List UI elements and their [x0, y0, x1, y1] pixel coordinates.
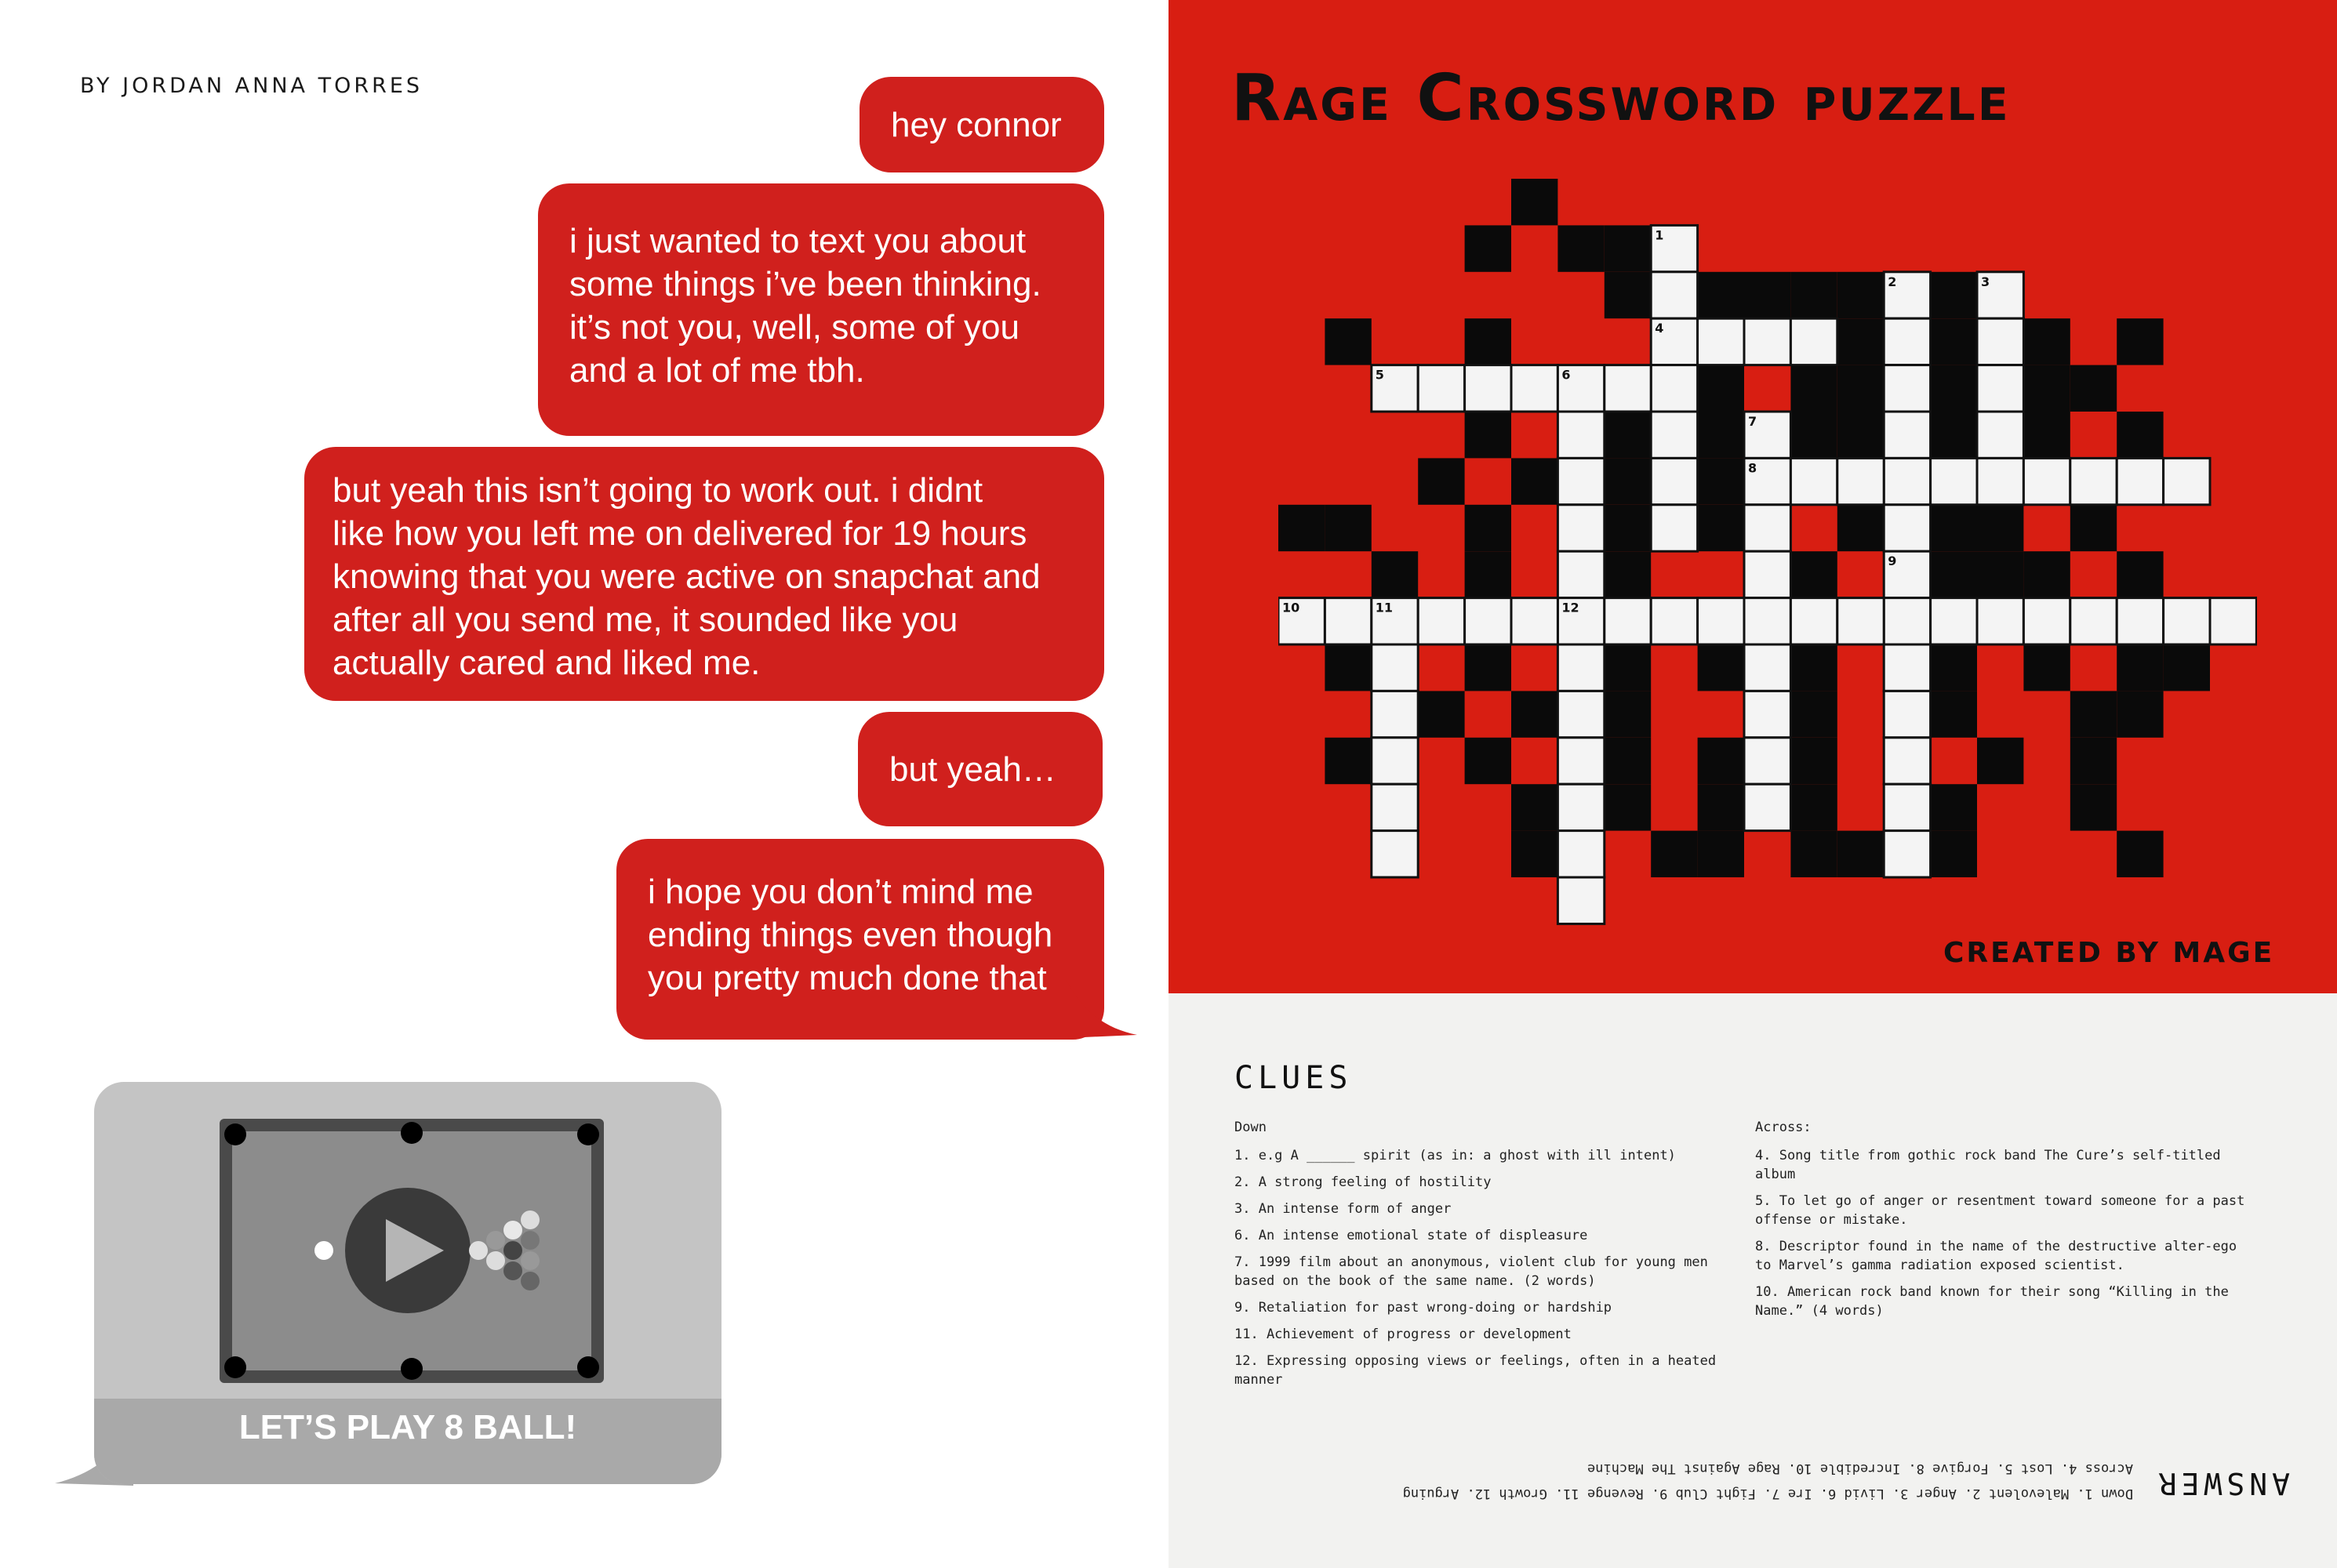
answer-cell[interactable] [1977, 458, 2023, 504]
message-bubble-5 [616, 839, 1104, 1040]
answer-title: ANSWER [2153, 1466, 2290, 1501]
black-cell [1651, 831, 1697, 877]
clue: 7. 1999 film about an anonymous, violent club for young men based on the book of the same name. (2 words) [1234, 1254, 1708, 1289]
answer-cell[interactable] [1744, 318, 1790, 365]
answer-down: Down 1. Malevolent 2. Anger 3. Livid 6. Ire 7. Fight Club 9. Revenge 11. Growth 12. Arguing [1402, 1486, 2133, 1501]
answer-cell[interactable] [1372, 831, 1418, 877]
answer-cell[interactable] [1977, 365, 2023, 412]
answer-cell[interactable] [1884, 412, 1930, 458]
black-cell [1931, 831, 1977, 877]
answer-cell[interactable] [1790, 458, 1837, 504]
black-cell [1465, 551, 1511, 597]
black-cell [1931, 365, 1977, 412]
answer-cell[interactable] [1557, 691, 1604, 737]
black-cell [1931, 644, 1977, 691]
answer-cell[interactable] [2023, 458, 2070, 504]
message-bubble-4 [858, 712, 1103, 826]
black-cell [1790, 644, 1837, 691]
black-cell [1931, 272, 1977, 318]
black-cell [1837, 831, 1884, 877]
game-card[interactable] [94, 1082, 721, 1484]
black-cell [1790, 784, 1837, 830]
black-cell [1698, 505, 1744, 551]
black-cell [2023, 412, 2070, 458]
message-bubble-1 [860, 77, 1104, 172]
across-clues [1755, 1118, 2257, 1328]
answer-cell[interactable] [1698, 318, 1744, 365]
black-cell [1511, 831, 1557, 877]
black-cell [1931, 412, 1977, 458]
black-cell [1837, 505, 1884, 551]
answer-cell[interactable] [1884, 505, 1930, 551]
black-cell [1418, 458, 1464, 504]
black-cell [1605, 644, 1651, 691]
answer-cell[interactable] [1557, 458, 1604, 504]
game-card-label: LET’S PLAY 8 BALL! [238, 1408, 577, 1446]
black-cell [1605, 272, 1651, 318]
black-cell [1931, 784, 1977, 830]
clue: 2. A strong feeling of hostility [1234, 1174, 1492, 1190]
answer-cell[interactable] [1837, 458, 1884, 504]
answer-cell[interactable] [1744, 598, 1790, 644]
black-cell [1605, 225, 1651, 271]
message-text: i just wanted to text you about some things i’ve been thinking. it’s not you, well, some of you and a lot of me tbh. [569, 222, 1041, 390]
black-cell [1698, 831, 1744, 877]
answer-cell[interactable] [1698, 598, 1744, 644]
right-page [1168, 0, 2337, 1568]
black-cell [1278, 505, 1325, 551]
answer-cell[interactable] [1884, 691, 1930, 737]
clue: 9. Retaliation for past wrong-doing or hardship [1234, 1300, 1612, 1316]
answer-cell[interactable] [1744, 644, 1790, 691]
bubble-tail [1067, 980, 1137, 1038]
black-cell [1605, 784, 1651, 830]
black-cell [1790, 691, 1837, 737]
black-cell [2070, 691, 2117, 737]
clue: 5. To let go of anger or resentment toward someone for a past offense or mistake. [1755, 1193, 2245, 1228]
message-text: but yeah… [889, 750, 1056, 789]
black-cell [2070, 784, 2117, 830]
black-cell [1698, 412, 1744, 458]
black-cell [2117, 831, 2163, 877]
black-cell [1465, 318, 1511, 365]
clue-number: 3 [1981, 274, 1990, 289]
clue-number: 9 [1888, 554, 1897, 569]
black-cell [1605, 412, 1651, 458]
black-cell [1790, 831, 1837, 877]
answer-cell[interactable] [1651, 412, 1697, 458]
answer-cell[interactable] [1325, 598, 1371, 644]
black-cell [2023, 318, 2070, 365]
answer-cell[interactable] [1557, 644, 1604, 691]
answer-cell[interactable] [1790, 598, 1837, 644]
black-cell [1605, 691, 1651, 737]
answer-cell[interactable] [2210, 598, 2256, 644]
answer-cell[interactable] [1744, 738, 1790, 784]
clue-number: 1 [1655, 227, 1664, 243]
answer-cell[interactable] [1884, 598, 1930, 644]
answer-cell[interactable] [1605, 598, 1651, 644]
black-cell [1837, 272, 1884, 318]
black-cell [1511, 179, 1557, 225]
answer-cell[interactable] [1372, 691, 1418, 737]
answer-cell[interactable] [1418, 598, 1464, 644]
across-heading: Across: [1755, 1120, 1812, 1135]
answer-cell[interactable] [1557, 505, 1604, 551]
down-clues [1234, 1118, 1736, 1397]
message-text: i hope you don’t mind me ending things even though you pretty much done that [648, 873, 1053, 997]
answer-cell[interactable] [1372, 784, 1418, 830]
clue-number: 2 [1888, 274, 1897, 289]
black-cell [1511, 458, 1557, 504]
black-cell [1698, 458, 1744, 504]
answer-cell[interactable] [1511, 365, 1557, 412]
black-cell [1605, 551, 1651, 597]
answer-cell[interactable] [1465, 598, 1511, 644]
answer-cell[interactable] [1884, 458, 1930, 504]
black-cell [1790, 272, 1837, 318]
black-cell [1372, 551, 1418, 597]
black-cell [2164, 644, 2210, 691]
message-bubble-3 [304, 447, 1104, 701]
byline: BY JORDAN ANNA TORRES [80, 74, 423, 98]
black-cell [1790, 365, 1837, 412]
answer-cell[interactable] [1651, 365, 1697, 412]
answer-cell[interactable] [1977, 598, 2023, 644]
answer-cell[interactable] [1465, 365, 1511, 412]
clue: 1. e.g A ______ spirit (as in: a ghost with ill intent) [1234, 1148, 1676, 1163]
black-cell [1790, 412, 1837, 458]
message-bubble-2 [538, 183, 1104, 436]
clue-number: 11 [1375, 600, 1394, 615]
message-text: but yeah this isn’t going to work out. i didnt like how you left me on delivered for 19 hours knowing that you were active on snapchat and after all you send me, it sounded like you actually cared and liked me. [333, 471, 1041, 682]
answer-cell[interactable] [1884, 831, 1930, 877]
black-cell [2023, 644, 2070, 691]
clue-number: 8 [1748, 460, 1757, 476]
clue-number: 4 [1655, 321, 1664, 336]
answer-cell[interactable] [1931, 458, 1977, 504]
answer-cell[interactable] [1790, 318, 1837, 365]
answer-cell[interactable] [1884, 644, 1930, 691]
answer-cell[interactable] [1744, 505, 1790, 551]
answer-cell[interactable] [1372, 644, 1418, 691]
black-cell [1605, 458, 1651, 504]
black-cell [1790, 551, 1837, 597]
answer-cell[interactable] [1605, 365, 1651, 412]
clue: 12. Expressing opposing views or feelings, often in a heated manner [1234, 1353, 1717, 1388]
answer-cell[interactable] [1744, 551, 1790, 597]
black-cell [1465, 412, 1511, 458]
black-cell [1931, 505, 1977, 551]
black-cell [1465, 644, 1511, 691]
answer-cell[interactable] [1651, 598, 1697, 644]
answer-cell[interactable] [1884, 784, 1930, 830]
black-cell [2117, 551, 2163, 597]
created-by: CREATED BY MAGE [1943, 937, 2275, 969]
answer-across: Across 4. Lost 5. Forgive 8. Incredible 10. Rage Against The Machine [1587, 1461, 2133, 1476]
black-cell [1557, 225, 1604, 271]
answer-cell[interactable] [1744, 784, 1790, 830]
answer-cell[interactable] [1884, 365, 1930, 412]
answer-cell[interactable] [1744, 691, 1790, 737]
clue: 8. Descriptor found in the name of the destructive alter-ego to Marvel’s gamma radiation exposed scientist. [1755, 1239, 2237, 1273]
crossword-panel [1168, 0, 2337, 993]
black-cell [2070, 505, 2117, 551]
answer-cell[interactable] [1511, 598, 1557, 644]
black-cell [1744, 272, 1790, 318]
answer-cell[interactable] [1557, 831, 1604, 877]
answer-cell[interactable] [1651, 458, 1697, 504]
clues-heading: CLUES [1234, 1060, 1353, 1096]
black-cell [1325, 644, 1371, 691]
answer-cell[interactable] [2117, 458, 2163, 504]
clue-number: 12 [1561, 600, 1579, 615]
black-cell [1977, 505, 2023, 551]
black-cell [1698, 738, 1744, 784]
black-cell [1837, 365, 1884, 412]
answer-cell[interactable] [1977, 318, 2023, 365]
black-cell [1605, 505, 1651, 551]
black-cell [1977, 551, 2023, 597]
black-cell [1931, 691, 1977, 737]
black-cell [1698, 272, 1744, 318]
crossword-grid [1278, 179, 2257, 931]
clue-number: 10 [1282, 600, 1300, 615]
black-cell [1418, 691, 1464, 737]
answer-cell[interactable] [1557, 877, 1604, 924]
answer-cell[interactable] [1557, 784, 1604, 830]
answer-cell[interactable] [2256, 598, 2257, 644]
black-cell [1931, 551, 1977, 597]
black-cell [2117, 318, 2163, 365]
answer-cell[interactable] [2164, 598, 2210, 644]
answer-cell[interactable] [1651, 505, 1697, 551]
answer-cell[interactable] [2070, 458, 2117, 504]
black-cell [1325, 505, 1371, 551]
answer-cell[interactable] [1557, 738, 1604, 784]
black-cell [2070, 365, 2117, 412]
black-cell [1511, 691, 1557, 737]
answer-cell[interactable] [1372, 738, 1418, 784]
down-heading: Down [1234, 1120, 1267, 1135]
answer-cell[interactable] [1557, 412, 1604, 458]
answer-cell[interactable] [2117, 598, 2163, 644]
black-cell [1837, 318, 1884, 365]
clue: 4. Song title from gothic rock band The Cure’s self-titled album [1755, 1148, 2221, 1182]
black-cell [1325, 738, 1371, 784]
black-cell [1698, 365, 1744, 412]
answer-cell[interactable] [1977, 412, 2023, 458]
black-cell [1837, 412, 1884, 458]
black-cell [1977, 738, 2023, 784]
answer-cell[interactable] [1931, 598, 1977, 644]
black-cell [2117, 412, 2163, 458]
clue-number: 6 [1561, 367, 1571, 383]
message-text: hey connor [891, 106, 1062, 144]
black-cell [2023, 365, 2070, 412]
black-cell [1698, 644, 1744, 691]
puzzle-title: Rage Crossword puzzle [1231, 61, 2011, 136]
answer-cell[interactable] [1884, 318, 1930, 365]
answer-cell[interactable] [2164, 458, 2210, 504]
pool-table-icon [220, 1119, 604, 1383]
clue-number: 7 [1748, 414, 1757, 429]
clue: 3. An intense form of anger [1234, 1201, 1452, 1217]
black-cell [1931, 318, 1977, 365]
clue: 11. Achievement of progress or development [1234, 1327, 1572, 1342]
black-cell [1698, 784, 1744, 830]
answer-cell[interactable] [2023, 598, 2070, 644]
black-cell [2070, 738, 2117, 784]
black-cell [1465, 738, 1511, 784]
clue-number: 5 [1375, 367, 1384, 383]
black-cell [1790, 738, 1837, 784]
black-cell [1325, 318, 1371, 365]
answer-cell[interactable] [1557, 551, 1604, 597]
black-cell [1605, 738, 1651, 784]
black-cell [1511, 784, 1557, 830]
left-page [0, 0, 1168, 1568]
answer-cell[interactable] [2070, 598, 2117, 644]
answer-cell[interactable] [1884, 738, 1930, 784]
answer-cell[interactable] [1651, 272, 1697, 318]
answer-key [1223, 1435, 2290, 1513]
answer-cell[interactable] [1418, 365, 1464, 412]
black-cell [1465, 505, 1511, 551]
clue: 6. An intense emotional state of displeasure [1234, 1228, 1588, 1243]
black-cell [2023, 551, 2070, 597]
black-cell [1465, 225, 1511, 271]
answer-cell[interactable] [1837, 598, 1884, 644]
black-cell [2117, 691, 2163, 737]
black-cell [2117, 644, 2163, 691]
clue: 10. American rock band known for their song “Killing in the Name.” (4 words) [1755, 1284, 2229, 1319]
